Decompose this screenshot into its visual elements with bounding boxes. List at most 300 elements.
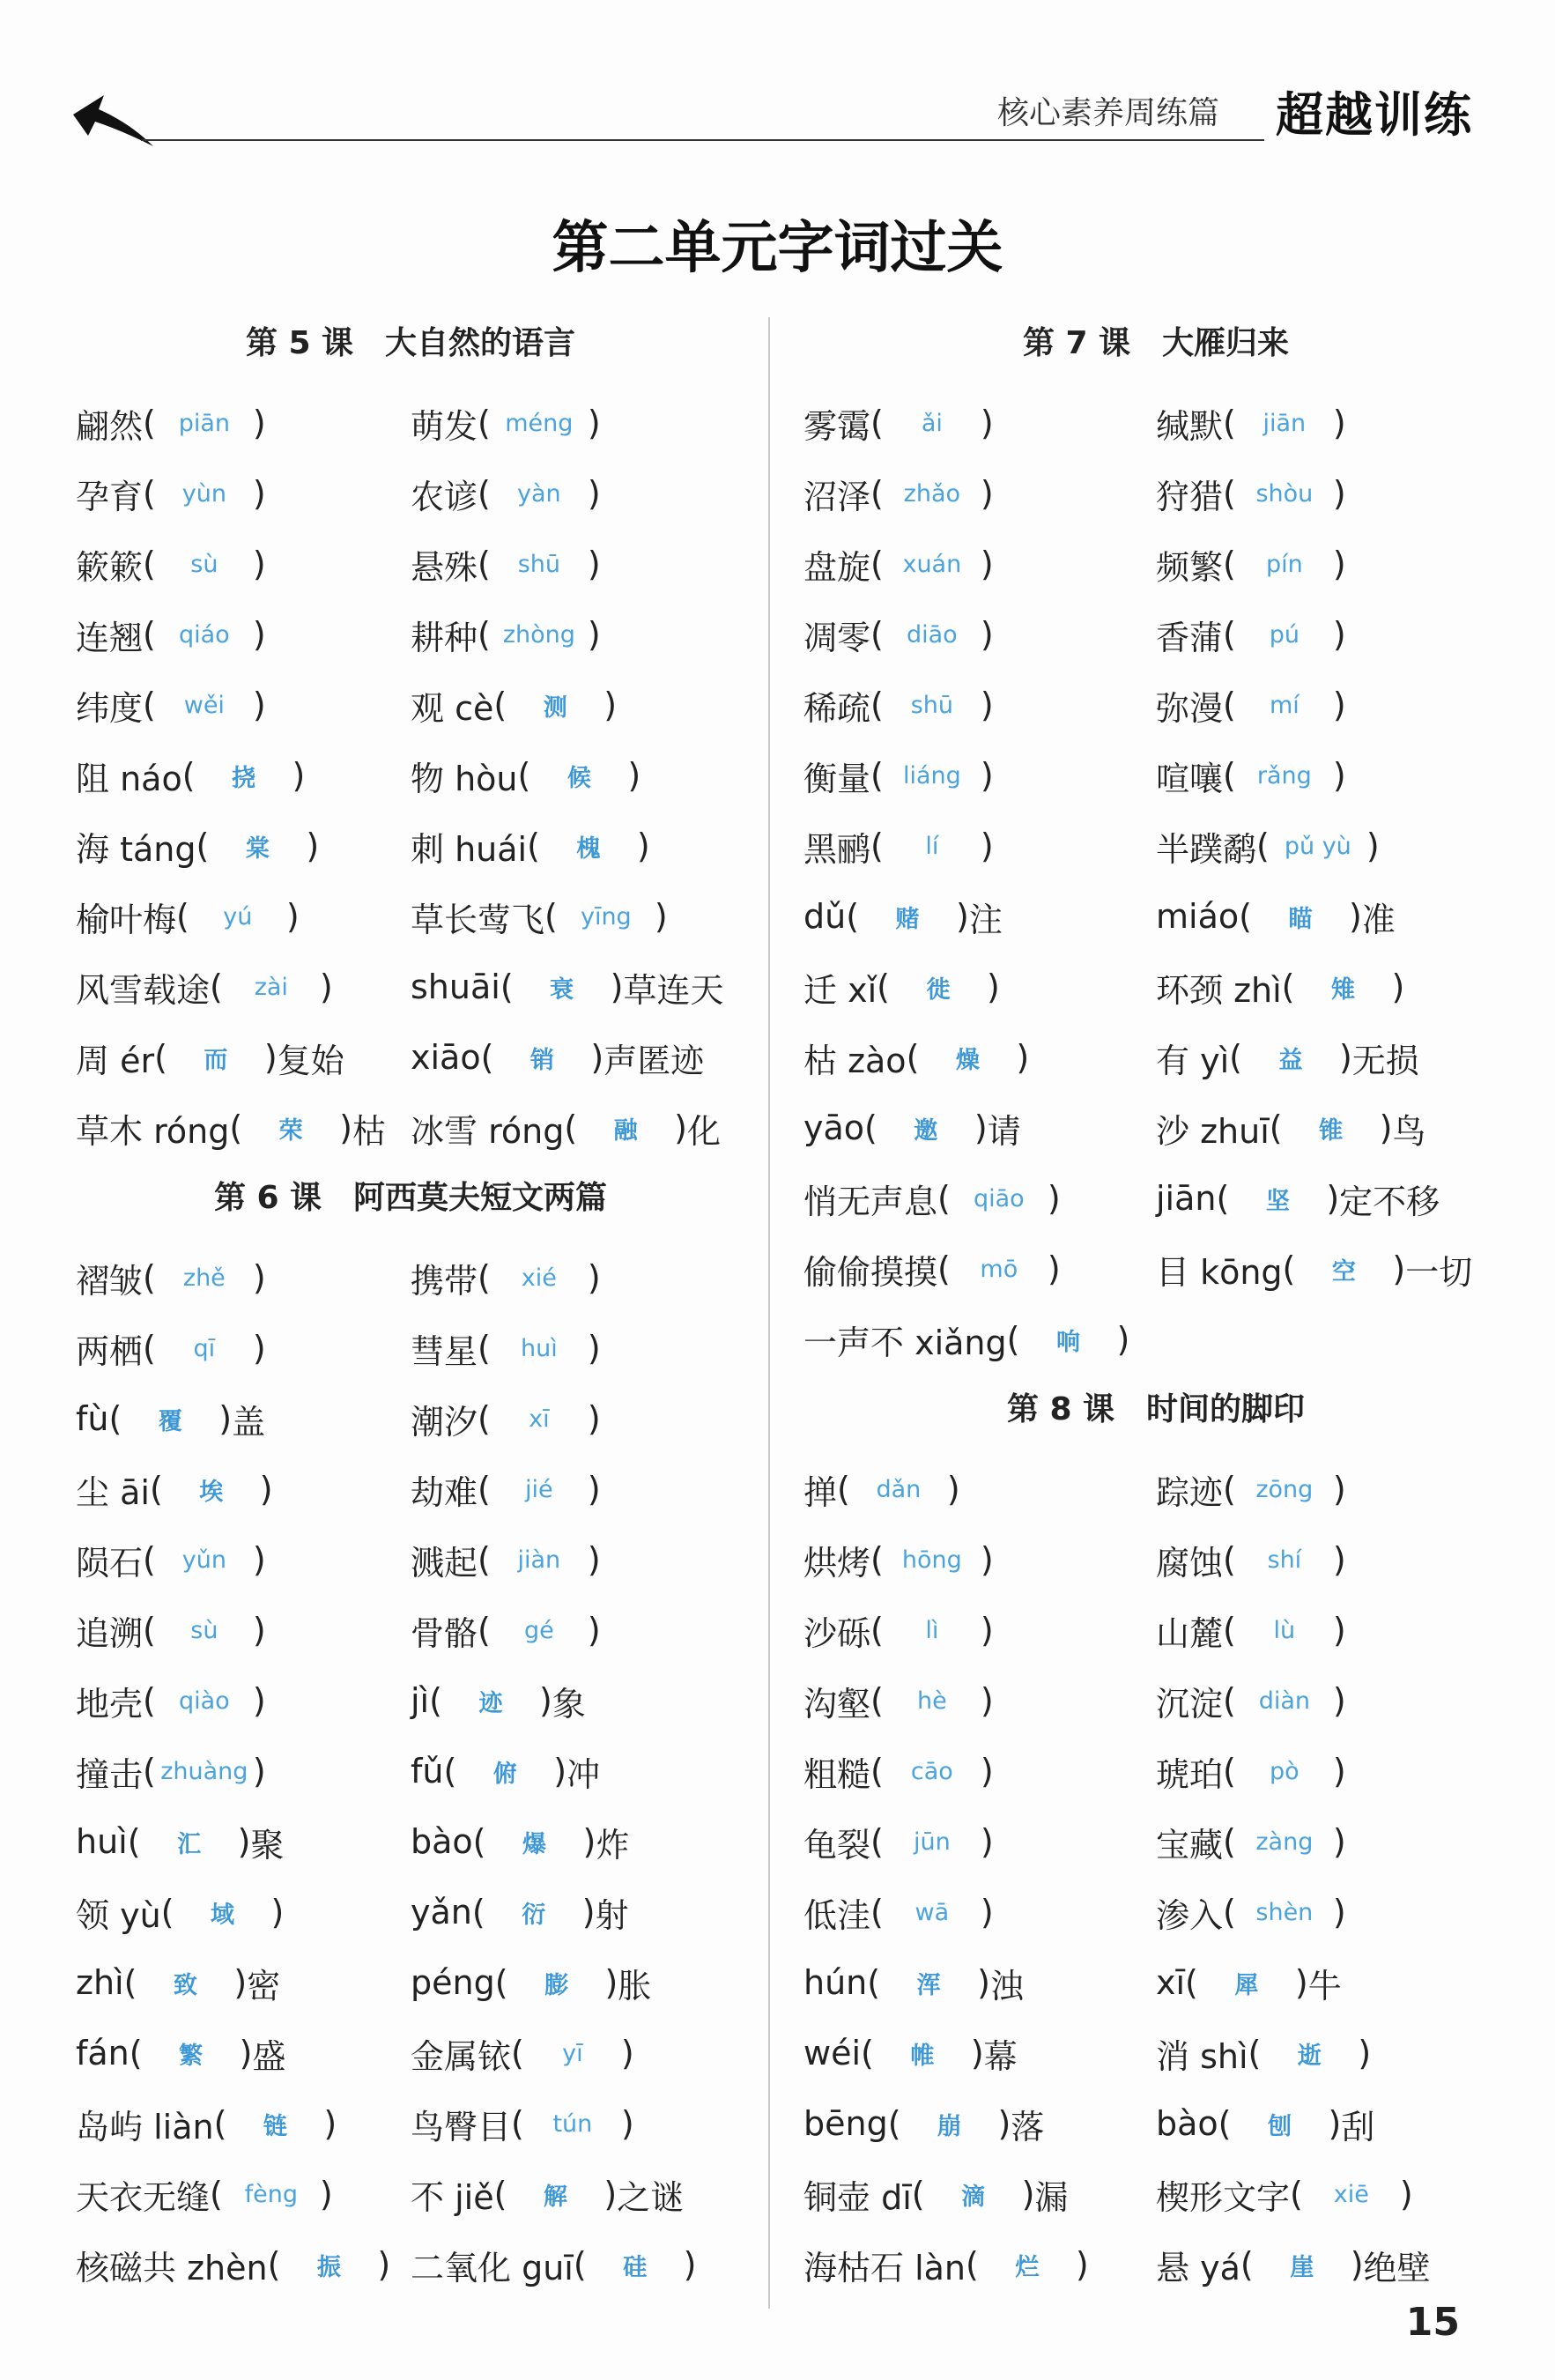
word-suffix: 准 bbox=[1361, 900, 1396, 939]
close-paren: ) bbox=[980, 545, 994, 583]
open-paren: ( bbox=[861, 2034, 874, 2072]
answer-text: xī bbox=[529, 1405, 550, 1433]
open-paren: ( bbox=[937, 1179, 951, 1218]
open-paren: ( bbox=[511, 2104, 524, 2143]
exercise-item bbox=[803, 1175, 1156, 1223]
answer-text: jié bbox=[525, 1475, 553, 1503]
open-paren: ( bbox=[143, 474, 156, 513]
exercise-item bbox=[1156, 2100, 1508, 2148]
close-paren: ) bbox=[1348, 897, 1362, 936]
exercise-row bbox=[803, 2159, 1508, 2229]
close-paren: ) bbox=[603, 686, 618, 724]
exercise-item bbox=[76, 1395, 411, 1443]
word-prompt: 香蒲 bbox=[1156, 618, 1224, 657]
exercise-item bbox=[1156, 752, 1508, 800]
exercise-item bbox=[76, 1324, 411, 1373]
close-paren: ) bbox=[1399, 2175, 1413, 2213]
answer-text: yùn bbox=[181, 479, 226, 508]
word-prompt: 弥漫 bbox=[1156, 688, 1224, 728]
close-paren: ) bbox=[980, 1893, 994, 1931]
close-paren: ) bbox=[590, 1038, 604, 1077]
word-prompt: 冰雪 róng bbox=[411, 1111, 565, 1151]
open-paren: ( bbox=[870, 474, 884, 513]
close-paren: ) bbox=[252, 1681, 266, 1720]
exercise-item bbox=[411, 2100, 745, 2148]
open-paren: ( bbox=[527, 827, 540, 865]
right-column bbox=[803, 319, 1508, 2300]
exercise-item bbox=[76, 1254, 411, 1302]
close-paren: ) bbox=[582, 1822, 596, 1861]
answer-text: 崖 bbox=[1290, 2253, 1314, 2281]
close-paren: ) bbox=[587, 1470, 601, 1509]
close-paren: ) bbox=[997, 2104, 1011, 2143]
close-paren: ) bbox=[1332, 1470, 1346, 1509]
close-paren: ) bbox=[252, 615, 266, 654]
word-prompt: fǔ bbox=[411, 1752, 444, 1791]
answer-text: méng bbox=[505, 409, 574, 437]
exercise-item bbox=[803, 681, 1156, 730]
answer-text: 崩 bbox=[937, 2112, 962, 2140]
word-prompt: 天衣无缝 bbox=[76, 2177, 211, 2217]
answer-text: 槐 bbox=[576, 834, 601, 863]
answer-text: qiáo bbox=[178, 620, 230, 649]
word-prompt: 一声不 xiǎng bbox=[803, 1323, 1007, 1362]
exercise-item bbox=[76, 2170, 411, 2219]
column-divider bbox=[768, 317, 770, 2309]
word-prompt: 岛屿 liàn bbox=[76, 2107, 214, 2146]
exercise-item bbox=[803, 399, 1156, 448]
header-brand: 超越训练 bbox=[1276, 87, 1473, 143]
exercise-row bbox=[803, 2018, 1508, 2088]
open-paren: ( bbox=[966, 2245, 979, 2284]
exercise-item bbox=[76, 1888, 411, 1937]
exercise-item bbox=[76, 1606, 411, 1655]
answer-text: zhǎo bbox=[903, 479, 961, 508]
open-paren: ( bbox=[143, 1611, 156, 1650]
word-prompt: 领 yù bbox=[76, 1895, 161, 1935]
open-paren: ( bbox=[877, 968, 890, 1006]
close-paren: ) bbox=[319, 2175, 333, 2213]
answer-text: cāo bbox=[910, 1757, 953, 1785]
exercise-item bbox=[1156, 2241, 1508, 2289]
close-paren: ) bbox=[587, 1399, 601, 1438]
answer-text: shòu bbox=[1255, 479, 1314, 508]
close-paren: ) bbox=[218, 1399, 233, 1438]
exercise-row bbox=[803, 1304, 1508, 1375]
answer-text: zhuàng bbox=[160, 1757, 248, 1785]
exercise-row bbox=[76, 952, 745, 1022]
open-paren: ( bbox=[906, 1038, 920, 1077]
exercise-row bbox=[803, 1093, 1508, 1163]
word-prompt: 追溯 bbox=[76, 1613, 144, 1653]
word-prompt: 尘 āi bbox=[76, 1472, 150, 1512]
close-paren: ) bbox=[980, 827, 994, 865]
exercise-row bbox=[803, 811, 1508, 881]
answer-text: 空 bbox=[1331, 1257, 1356, 1286]
exercise-item bbox=[1156, 1536, 1508, 1584]
answer-text: 膨 bbox=[544, 1971, 569, 1999]
open-paren: ( bbox=[1290, 2175, 1303, 2213]
word-prompt: 二氧化 guī bbox=[411, 2248, 574, 2287]
word-prompt: péng bbox=[411, 1963, 495, 2002]
answer-text: 荣 bbox=[278, 1116, 303, 1145]
answer-text: 响 bbox=[1055, 1328, 1080, 1356]
exercise-item bbox=[76, 611, 411, 659]
answer-text: 销 bbox=[529, 1046, 554, 1074]
exercise-item bbox=[1156, 681, 1508, 730]
answer-text: yǔn bbox=[181, 1546, 226, 1574]
exercise-item bbox=[1156, 1465, 1508, 1514]
answer-text: diàn bbox=[1258, 1687, 1310, 1715]
word-prompt: 有 yì bbox=[1156, 1041, 1230, 1080]
close-paren: ) bbox=[1332, 686, 1346, 724]
close-paren: ) bbox=[285, 897, 300, 936]
lesson-title: 第 6 课 阿西莫夫短文两篇 bbox=[213, 1180, 608, 1216]
close-paren: ) bbox=[252, 545, 266, 583]
exercise-row bbox=[803, 740, 1508, 811]
exercise-item bbox=[1156, 822, 1508, 871]
exercise-item bbox=[76, 1536, 411, 1584]
word-prompt: 稀疏 bbox=[803, 688, 871, 728]
answer-text: yī bbox=[562, 2039, 583, 2067]
page-number: 15 bbox=[1405, 2300, 1460, 2345]
word-prompt: 刺 huái bbox=[411, 829, 528, 869]
close-paren: ) bbox=[1328, 2104, 1342, 2143]
exercise-item bbox=[411, 2170, 745, 2219]
word-prompt: 烘烤 bbox=[803, 1543, 871, 1583]
word-suffix: 炸 bbox=[596, 1825, 630, 1865]
open-paren: ( bbox=[870, 1752, 884, 1791]
word-prompt: 铜壶 dī bbox=[803, 2177, 912, 2217]
close-paren: ) bbox=[587, 615, 601, 654]
close-paren: ) bbox=[1338, 1038, 1352, 1077]
close-paren: ) bbox=[1332, 1540, 1346, 1579]
exercise-row bbox=[803, 1877, 1508, 1947]
close-paren: ) bbox=[252, 404, 266, 442]
word-prompt: 观 cè bbox=[411, 688, 494, 728]
lesson-title: 第 8 课 时间的脚印 bbox=[1006, 1391, 1306, 1427]
open-paren: ( bbox=[870, 404, 884, 442]
open-paren: ( bbox=[870, 1822, 884, 1861]
word-prompt: 衡量 bbox=[803, 759, 871, 798]
exercise-row bbox=[803, 1736, 1508, 1806]
exercise-item bbox=[76, 2029, 411, 2078]
exercise-item bbox=[76, 681, 411, 730]
answer-text: 坚 bbox=[1265, 1187, 1290, 1215]
close-paren: ) bbox=[610, 968, 624, 1006]
answer-text: wā bbox=[914, 1898, 950, 1926]
answer-text: xiē bbox=[1333, 2180, 1369, 2208]
exercise-item bbox=[76, 1747, 411, 1796]
exercise-row bbox=[803, 458, 1508, 529]
exercise-item bbox=[76, 399, 411, 448]
exercise-item bbox=[411, 1747, 745, 1796]
word-prompt: bào bbox=[1156, 2104, 1218, 2143]
answer-text: lù bbox=[1273, 1616, 1296, 1644]
answer-text: 测 bbox=[543, 693, 567, 722]
word-suffix: 冲 bbox=[566, 1754, 601, 1794]
close-paren: ) bbox=[252, 686, 266, 724]
exercise-item bbox=[1156, 1245, 1508, 1294]
word-suffix: 无损 bbox=[1351, 1041, 1419, 1080]
exercise-row bbox=[76, 1736, 745, 1806]
open-paren: ( bbox=[1269, 1108, 1283, 1147]
open-paren: ( bbox=[867, 1963, 881, 2002]
open-paren: ( bbox=[471, 1893, 485, 1931]
close-paren: ) bbox=[270, 1893, 285, 1931]
open-paren: ( bbox=[181, 756, 196, 795]
open-paren: ( bbox=[1223, 474, 1236, 513]
exercise-row bbox=[76, 1242, 745, 1313]
word-prompt: 环颈 zhì bbox=[1156, 970, 1282, 1010]
word-prompt: 携带 bbox=[411, 1261, 478, 1301]
open-paren: ( bbox=[493, 686, 507, 724]
answer-text: piān bbox=[178, 409, 230, 437]
exercise-row bbox=[803, 2088, 1508, 2159]
exercise-item bbox=[803, 1888, 1156, 1937]
close-paren: ) bbox=[620, 2034, 634, 2072]
exercise-item bbox=[803, 1536, 1156, 1584]
word-prompt: 萌发 bbox=[411, 406, 478, 446]
open-paren: ( bbox=[429, 1681, 442, 1720]
answer-text: 刨 bbox=[1267, 2112, 1292, 2140]
word-prompt: 沟壑 bbox=[803, 1684, 871, 1724]
close-paren: ) bbox=[587, 1540, 601, 1579]
exercise-row bbox=[803, 599, 1508, 670]
answer-text: shí bbox=[1267, 1546, 1302, 1574]
close-paren: ) bbox=[1332, 756, 1346, 795]
word-prompt: 沉淀 bbox=[1156, 1684, 1224, 1724]
answer-text: pò bbox=[1270, 1757, 1300, 1785]
answer-text: 邀 bbox=[914, 1116, 938, 1145]
word-prompt: 榆叶梅 bbox=[76, 900, 177, 939]
word-suffix: 鸟 bbox=[1392, 1111, 1426, 1151]
answer-text: 雉 bbox=[1331, 975, 1355, 1004]
exercise-item bbox=[1156, 963, 1508, 1012]
answer-text: 而 bbox=[204, 1046, 228, 1074]
open-paren: ( bbox=[160, 1893, 174, 1931]
section-gap bbox=[803, 1375, 1508, 1385]
open-paren: ( bbox=[478, 1540, 491, 1579]
open-paren: ( bbox=[1218, 2104, 1232, 2143]
open-paren: ( bbox=[480, 1038, 494, 1077]
answer-text: qiào bbox=[178, 1687, 230, 1715]
exercise-row bbox=[76, 2088, 745, 2159]
answer-text: sù bbox=[190, 1616, 218, 1644]
word-prompt: 目 kōng bbox=[1156, 1252, 1283, 1292]
word-prompt: 喧嚷 bbox=[1156, 759, 1224, 798]
open-paren: ( bbox=[196, 827, 210, 865]
close-paren: ) bbox=[263, 1038, 278, 1077]
word-prompt: 腐蚀 bbox=[1156, 1543, 1224, 1583]
close-paren: ) bbox=[553, 1752, 567, 1791]
word-prompt: 草长莺飞 bbox=[411, 900, 545, 939]
exercise-item bbox=[1156, 399, 1508, 448]
exercise-item bbox=[1156, 1747, 1508, 1796]
close-paren: ) bbox=[292, 756, 306, 795]
open-paren: ( bbox=[123, 1963, 137, 2002]
close-paren: ) bbox=[1332, 404, 1346, 442]
exercise-item bbox=[76, 1104, 411, 1153]
close-paren: ) bbox=[627, 756, 641, 795]
exercise-item bbox=[803, 1104, 1156, 1153]
open-paren: ( bbox=[149, 1470, 163, 1509]
word-prompt: 褶皱 bbox=[76, 1261, 144, 1301]
close-paren: ) bbox=[259, 1470, 273, 1509]
word-prompt: 悬 yá bbox=[1156, 2248, 1240, 2287]
exercise-item bbox=[803, 540, 1156, 589]
exercise-item bbox=[411, 1465, 745, 1514]
close-paren: ) bbox=[323, 2104, 337, 2143]
open-paren: ( bbox=[143, 686, 156, 724]
open-paren: ( bbox=[143, 1258, 156, 1297]
exercise-item bbox=[1156, 611, 1508, 659]
header-subtitle: 核心素养周练篇 bbox=[997, 95, 1220, 131]
exercise-row bbox=[803, 529, 1508, 599]
close-paren: ) bbox=[604, 1963, 618, 2002]
exercise-item bbox=[803, 893, 1156, 941]
close-paren: ) bbox=[252, 1611, 266, 1650]
answer-text: zōng bbox=[1255, 1475, 1314, 1503]
exercise-row bbox=[76, 1595, 745, 1665]
exercise-row bbox=[76, 1947, 745, 2018]
open-paren: ( bbox=[864, 1108, 877, 1147]
answer-text: pǔ yù bbox=[1284, 832, 1351, 860]
word-suffix: 绝壁 bbox=[1363, 2248, 1431, 2287]
open-paren: ( bbox=[478, 615, 491, 654]
word-prompt: 两栖 bbox=[76, 1331, 144, 1371]
close-paren: ) bbox=[587, 474, 601, 513]
close-paren: ) bbox=[1021, 2175, 1035, 2213]
exercise-item bbox=[411, 963, 745, 1012]
exercise-item bbox=[76, 893, 411, 941]
exercise-item bbox=[76, 1677, 411, 1725]
close-paren: ) bbox=[1047, 1179, 1061, 1218]
exercise-row bbox=[803, 952, 1508, 1022]
close-paren: ) bbox=[587, 1611, 601, 1650]
close-paren: ) bbox=[970, 2034, 984, 2072]
exercise-item bbox=[411, 1888, 745, 1937]
exercise-item bbox=[803, 611, 1156, 659]
answer-text: jiān bbox=[1263, 409, 1307, 437]
exercise-item bbox=[411, 2029, 745, 2078]
open-paren: ( bbox=[837, 1470, 850, 1509]
word-prompt: 宝藏 bbox=[1156, 1825, 1224, 1865]
close-paren: ) bbox=[654, 897, 668, 936]
close-paren: ) bbox=[620, 2104, 634, 2143]
word-prompt: 不 jiě bbox=[411, 2177, 494, 2217]
word-prompt: 纬度 bbox=[76, 688, 144, 728]
answer-text: shū bbox=[910, 691, 953, 719]
word-prompt: 楔形文字 bbox=[1156, 2177, 1291, 2217]
exercise-row bbox=[76, 811, 745, 881]
answer-text: 爆 bbox=[522, 1830, 546, 1858]
word-prompt: 凋零 bbox=[803, 618, 871, 657]
word-prompt: dǔ bbox=[803, 897, 847, 936]
word-suffix: 象 bbox=[552, 1684, 586, 1724]
answer-text: jiàn bbox=[517, 1546, 561, 1574]
open-paren: ( bbox=[478, 1470, 491, 1509]
word-prompt: 潮汐 bbox=[411, 1402, 478, 1442]
close-paren: ) bbox=[974, 1108, 988, 1147]
open-paren: ( bbox=[478, 545, 491, 583]
answer-text: qī bbox=[193, 1334, 216, 1362]
open-paren: ( bbox=[887, 2104, 901, 2143]
exercise-row bbox=[76, 670, 745, 740]
exercise-row bbox=[76, 1022, 745, 1093]
open-paren: ( bbox=[1223, 1752, 1236, 1791]
close-paren: ) bbox=[980, 1611, 994, 1650]
word-prompt: 沼泽 bbox=[803, 477, 871, 516]
open-paren: ( bbox=[1223, 404, 1236, 442]
word-prompt: miáo bbox=[1156, 897, 1240, 936]
word-prompt: 阻 náo bbox=[76, 759, 182, 798]
open-paren: ( bbox=[143, 545, 156, 583]
word-prompt: 频繁 bbox=[1156, 547, 1224, 587]
exercise-item bbox=[803, 1959, 1156, 2007]
word-suffix: 漏 bbox=[1034, 2177, 1069, 2217]
answer-text: zhòng bbox=[502, 620, 575, 649]
close-paren: ) bbox=[252, 1540, 266, 1579]
close-paren: ) bbox=[683, 2245, 697, 2284]
exercise-row bbox=[76, 1665, 745, 1736]
word-suffix: 盛 bbox=[252, 2036, 286, 2076]
answer-text: 锥 bbox=[1319, 1116, 1344, 1145]
exercise-item bbox=[803, 752, 1156, 800]
open-paren: ( bbox=[870, 1893, 884, 1931]
exercise-row bbox=[76, 2018, 745, 2088]
open-paren: ( bbox=[1223, 1681, 1236, 1720]
answer-text: 振 bbox=[316, 2253, 341, 2281]
open-paren: ( bbox=[1281, 968, 1295, 1006]
exercise-item bbox=[411, 611, 745, 659]
exercise-item bbox=[411, 1324, 745, 1373]
word-prompt: 盘旋 bbox=[803, 547, 871, 587]
word-prompt: 农谚 bbox=[411, 477, 478, 516]
answer-text: huì bbox=[520, 1334, 558, 1362]
open-paren: ( bbox=[564, 1108, 578, 1147]
word-prompt: 骨骼 bbox=[411, 1613, 478, 1653]
open-paren: ( bbox=[478, 1399, 491, 1438]
answer-text: jūn bbox=[913, 1828, 951, 1856]
exercise-item bbox=[1156, 2170, 1508, 2219]
word-suffix: 请 bbox=[987, 1111, 1021, 1151]
close-paren: ) bbox=[1332, 1893, 1346, 1931]
open-paren: ( bbox=[478, 1329, 491, 1368]
exercise-row bbox=[76, 881, 745, 952]
exercise-row bbox=[803, 1022, 1508, 1093]
word-prompt: wéi bbox=[803, 2034, 862, 2072]
answer-text: 俯 bbox=[492, 1760, 517, 1788]
exercise-item bbox=[1156, 1606, 1508, 1655]
exercise-item bbox=[76, 1818, 411, 1866]
answer-text: rǎng bbox=[1256, 761, 1312, 790]
word-suffix: 射 bbox=[595, 1895, 629, 1935]
word-prompt: yǎn bbox=[411, 1893, 472, 1931]
word-prompt: 枯 zào bbox=[803, 1041, 907, 1080]
close-paren: ) bbox=[1326, 1179, 1340, 1218]
exercise-item bbox=[1156, 2029, 1508, 2078]
exercise-row bbox=[803, 670, 1508, 740]
open-paren: ( bbox=[213, 2104, 227, 2143]
answer-text: 候 bbox=[566, 764, 591, 792]
word-suffix: 化 bbox=[686, 1111, 721, 1151]
word-prompt: zhì bbox=[76, 1963, 124, 2002]
exercise-row bbox=[76, 1313, 745, 1383]
close-paren: ) bbox=[980, 404, 994, 442]
open-paren: ( bbox=[229, 1108, 243, 1147]
answer-text: shèn bbox=[1255, 1898, 1314, 1926]
